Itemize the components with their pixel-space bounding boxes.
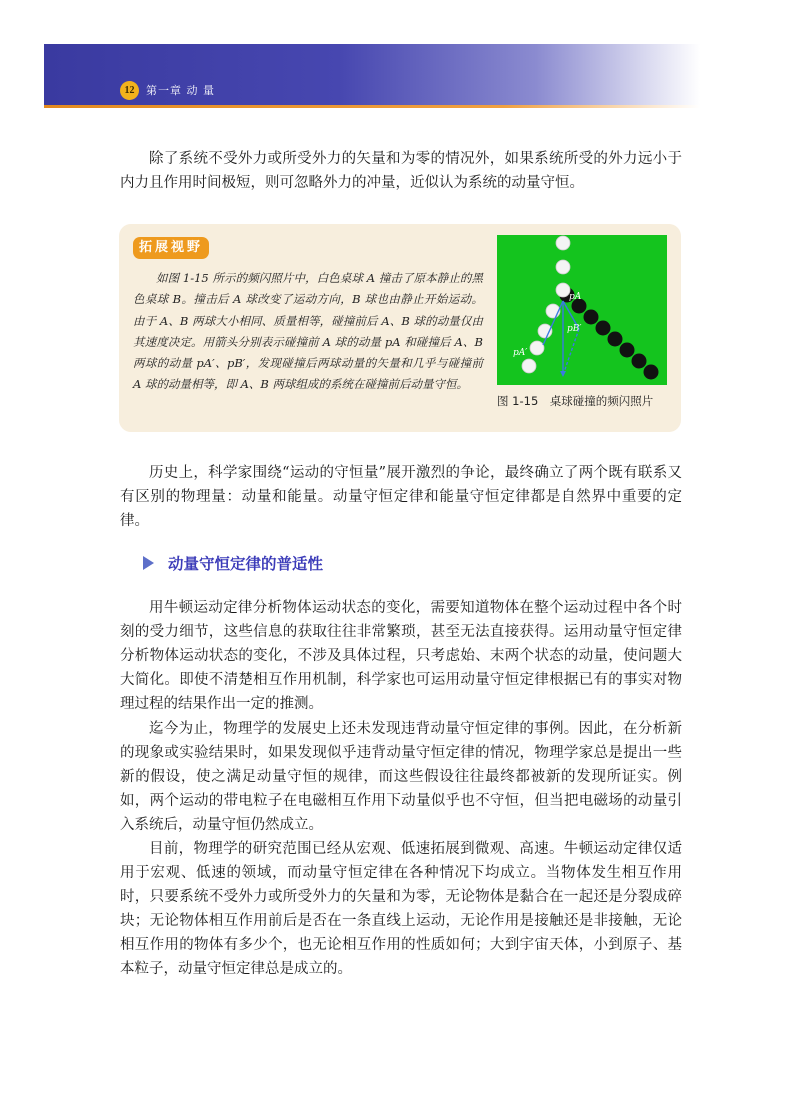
paragraph-3: 目前，物理学的研究范围已经从宏观、低速拓展到微观、高速。牛顿运动定律仅适用于宏观、低速的领域，而动量守恒定律在各种情况下均成立。当物体发生相互作用时，只要系统不受外力或所受外力的矢量和为零，无论物体是黏合在一起还是分裂成碎块；无论物体相互作用前后是否在一条直线上运动，无论作用是接触还是非接触，无论相互作用的物体有多少个，也无论相互作用的性质如何；大到宇宙天体，小到原子、基本粒子，动量守恒定律总是成立的。: [120, 841, 682, 977]
sidebar-box-title: 拓展视野: [133, 237, 209, 259]
chapter-title: 第一章 动 量: [146, 84, 215, 97]
page-number-badge: 12: [120, 81, 139, 100]
label-pA-prime: pA′: [513, 348, 528, 358]
label-pB-prime: pB′: [567, 324, 582, 334]
paragraph-1: 用牛顿运动定律分析物体运动状态的变化，需要知道物体在整个运动过程中各个时刻的受力细节，这些信息的获取往往非常繁琐，甚至无法直接获得。运用动量守恒定律分析物体运动状态的变化，不涉及具体过程，只考虑始、末两个状态的动量，使问题大大简化。即使不清楚相互作用机制，科学家也可运用动量守恒定律根据已有的事实对物理过程的结果作出一定的推测。: [120, 600, 682, 712]
paragraph-intro: 除了系统不受外力或所受外力的矢量和为零的情况外，如果系统所受的外力远小于内力且作用时间极短，则可忽略外力的冲量，近似认为系统的动量守恒。: [120, 151, 682, 191]
billiard-collision-illustration: [497, 235, 667, 385]
label-pA: pA: [569, 292, 582, 302]
paragraph-2: 迄今为止，物理学的发展史上还未发现违背动量守恒定律的事例。因此，在分析新的现象或实验结果时，如果发现似乎违背动量守恒定律的情况，物理学家总是提出一些新的假设，使之满足动量守恒的规律，而这些假设往往最终都被新的发现所证实。例如，两个运动的带电粒子在电磁相互作用下动量似乎也不守恒，但当把电磁场的动量引入系统后，动量守恒仍然成立。: [120, 721, 682, 833]
header-rule: [44, 105, 700, 108]
header-band: [44, 44, 700, 106]
figure-caption: 图 1-15 桌球碰撞的频闪照片: [497, 394, 654, 408]
section-title: [146, 552, 323, 574]
billiard-strobe-photo: [497, 235, 667, 385]
section-title-text: 动量守恒定律的普适性: [168, 555, 324, 573]
paragraph-history: 历史上，科学家围绕“运动的守恒量”展开激烈的争论，最终确立了两个既有联系又有区别的物理量：动量和能量。动量守恒定律和能量守恒定律都是自然界中重要的定律。: [120, 465, 682, 529]
sidebar-box-text: 如图 1-15 所示的频闪照片中，白色桌球 A 撞击了原本静止的黑色桌球 B。撞击后 A 球改变了运动方向，B 球也由静止开始运动。由于 A、B 两球大小相同、质量相等，碰撞前后 A、B 球的动量仅由其速度决定。用箭头分别表示碰撞前 A 球的动量 pA 和碰撞后 A、B 两球的动量 pA′、pB′，发现碰撞后两球动量的矢量和几乎与碰撞前 A 球的动量相等，即 A、B 两球组成的系统在碰撞前后动量守恒。: [133, 271, 483, 392]
